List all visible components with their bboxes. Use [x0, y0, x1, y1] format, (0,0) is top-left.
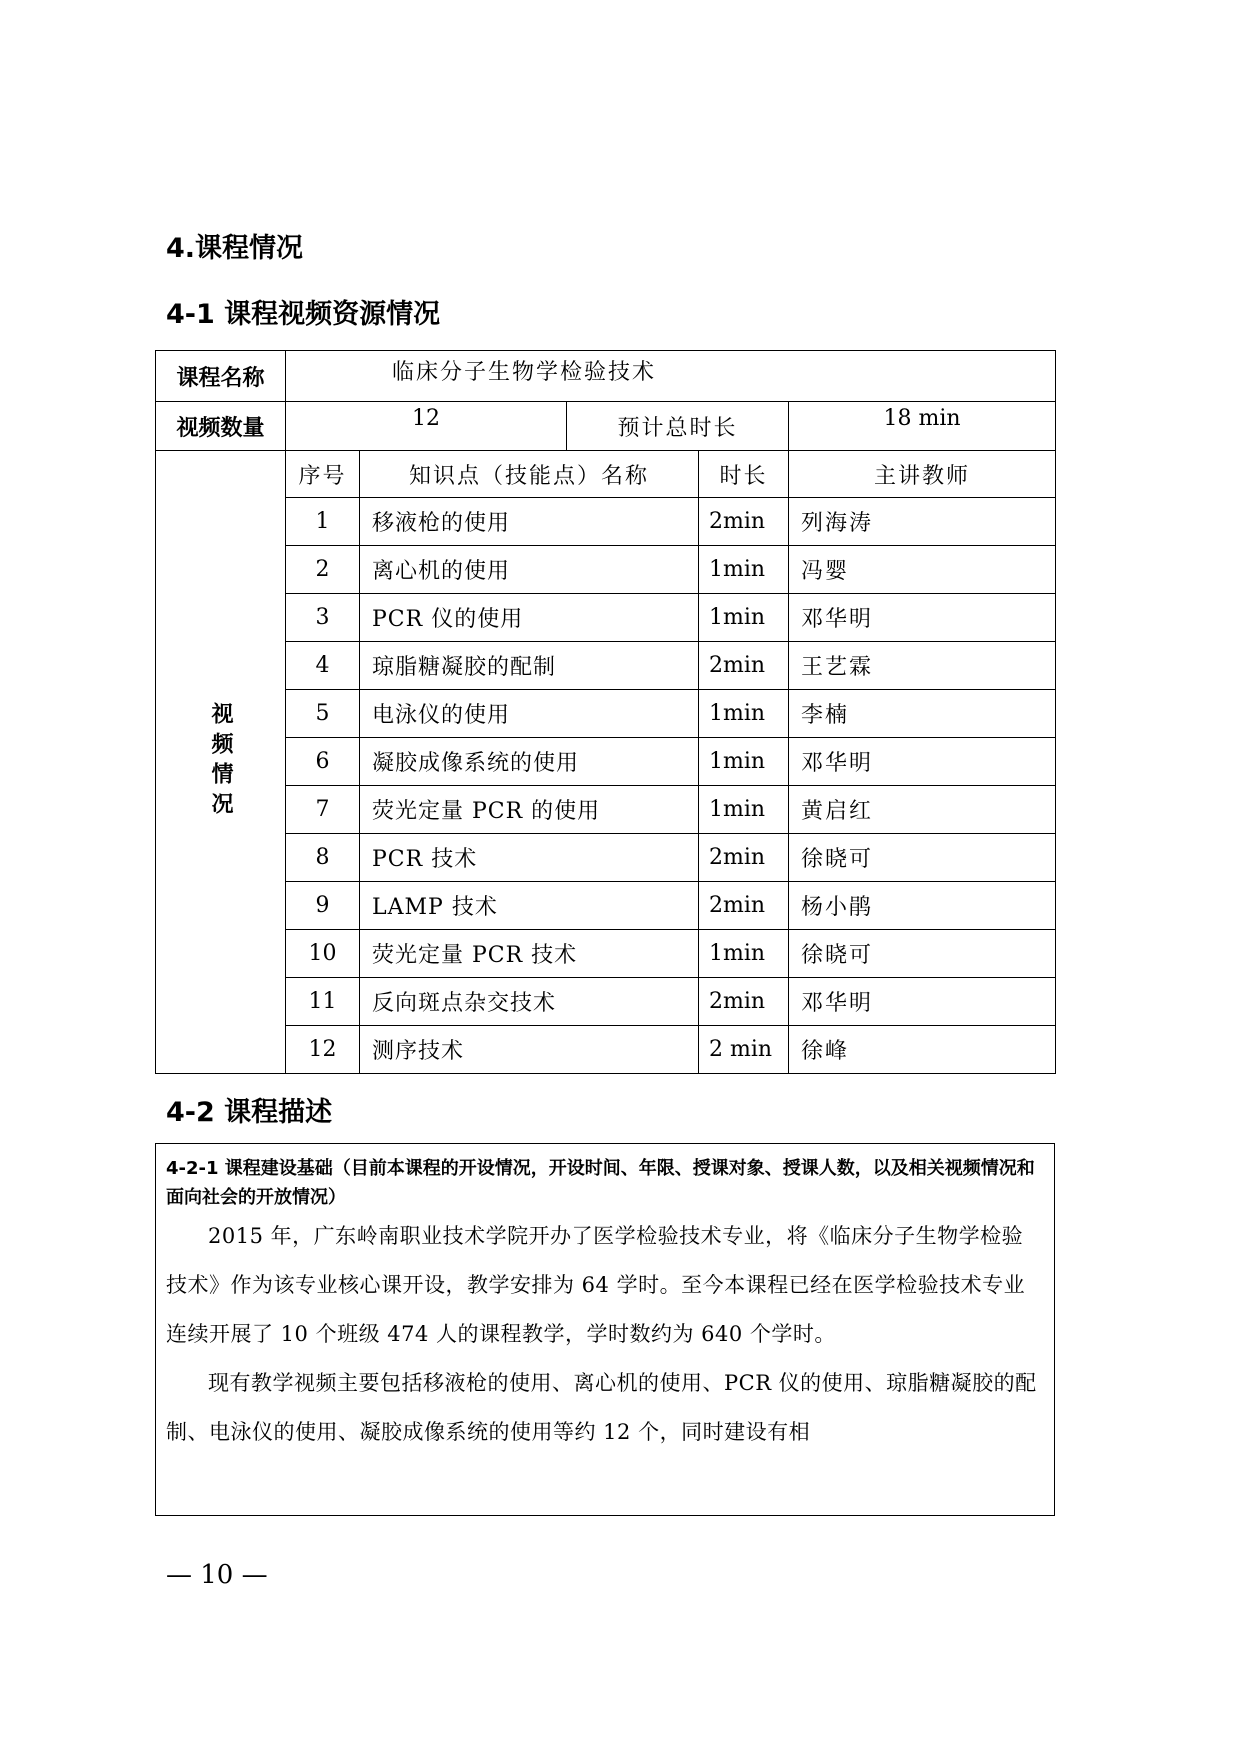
- row-duration: 1min: [699, 930, 789, 978]
- row-duration: 2min: [699, 882, 789, 930]
- row-knowledge-point: 反向斑点杂交技术: [360, 978, 699, 1026]
- row-index: 9: [286, 882, 360, 930]
- row-knowledge-point: 电泳仪的使用: [360, 690, 699, 738]
- course-description-box: [155, 1143, 1055, 1516]
- row-duration: 2 min: [699, 1026, 789, 1074]
- video-table-header-row: [156, 451, 1056, 498]
- row-duration: 2min: [699, 642, 789, 690]
- video-count-row: [156, 402, 1056, 451]
- row-duration: 2min: [699, 978, 789, 1026]
- subsection-title-4-2: 4-2 课程描述: [166, 1097, 333, 1128]
- page-number: — 10 —: [166, 1560, 268, 1590]
- video-section-label-cell: [156, 451, 286, 1074]
- header-knowledge-point: 知识点（技能点）名称: [360, 451, 699, 498]
- row-index: 7: [286, 786, 360, 834]
- row-index: 2: [286, 546, 360, 594]
- subsection-title-4-1: 4-1 课程视频资源情况: [166, 299, 441, 330]
- row-knowledge-point: LAMP 技术: [360, 882, 699, 930]
- row-index: 4: [286, 642, 360, 690]
- row-index: 11: [286, 978, 360, 1026]
- row-index: 12: [286, 1026, 360, 1074]
- row-index: 3: [286, 594, 360, 642]
- row-teacher: 邓华明: [789, 594, 1056, 642]
- video-resource-table: [155, 350, 1056, 1074]
- header-index: 序号: [286, 451, 360, 498]
- header-duration: 时长: [699, 451, 789, 498]
- description-paragraph-1: 2015 年，广东岭南职业技术学院开办了医学检验技术专业，将《临床分子生物学检验技术》作为该专业核心课开设，教学安排为 64 学时。至今本课程已经在医学检验技术专业连续开展了 10 个班级 474 人的课程教学，学时数约为 640 个学时。: [166, 1224, 1026, 1346]
- row-index: 5: [286, 690, 360, 738]
- table-row: [156, 1026, 1056, 1074]
- video-section-label: 视频情况: [208, 702, 233, 822]
- table-row: [156, 882, 1056, 930]
- section-title: 4.课程情况: [166, 233, 304, 264]
- description-paragraph-2: 现有教学视频主要包括移液枪的使用、离心机的使用、PCR 仪的使用、琼脂糖凝胶的配制、电泳仪的使用、凝胶成像系统的使用等约 12 个，同时建设有相: [166, 1371, 1037, 1444]
- course-name-row: [156, 351, 1056, 402]
- row-teacher: 徐晓可: [789, 930, 1056, 978]
- row-knowledge-point: 琼脂糖凝胶的配制: [360, 642, 699, 690]
- row-duration: 1min: [699, 546, 789, 594]
- total-duration-value: 18 min: [789, 402, 1056, 451]
- row-index: 1: [286, 498, 360, 546]
- row-knowledge-point: 荧光定量 PCR 的使用: [360, 786, 699, 834]
- row-knowledge-point: 移液枪的使用: [360, 498, 699, 546]
- video-count-value: 12: [286, 402, 567, 451]
- row-duration: 1min: [699, 786, 789, 834]
- table-row: [156, 642, 1056, 690]
- row-teacher: 邓华明: [789, 738, 1056, 786]
- row-index: 6: [286, 738, 360, 786]
- course-name-label: 课程名称: [156, 351, 286, 402]
- table-row: [156, 546, 1056, 594]
- row-knowledge-point: 凝胶成像系统的使用: [360, 738, 699, 786]
- row-teacher: 杨小鹃: [789, 882, 1056, 930]
- row-knowledge-point: 离心机的使用: [360, 546, 699, 594]
- row-knowledge-point: 荧光定量 PCR 技术: [360, 930, 699, 978]
- total-duration-label: 预计总时长: [567, 402, 789, 451]
- row-index: 10: [286, 930, 360, 978]
- row-duration: 1min: [699, 594, 789, 642]
- row-teacher: 徐晓可: [789, 834, 1056, 882]
- row-knowledge-point: 测序技术: [360, 1026, 699, 1074]
- table-row: [156, 498, 1056, 546]
- table-row: [156, 786, 1056, 834]
- row-teacher: 王艺霖: [789, 642, 1056, 690]
- row-duration: 1min: [699, 738, 789, 786]
- table-row: [156, 930, 1056, 978]
- description-subheading: 4-2-1 课程建设基础（目前本课程的开设情况，开设时间、年限、授课对象、授课人数，以及相关视频情况和面向社会的开放情况）: [166, 1158, 1035, 1208]
- row-duration: 1min: [699, 690, 789, 738]
- table-row: [156, 978, 1056, 1026]
- row-duration: 2min: [699, 834, 789, 882]
- table-row: [156, 690, 1056, 738]
- row-index: 8: [286, 834, 360, 882]
- row-teacher: 邓华明: [789, 978, 1056, 1026]
- header-teacher: 主讲教师: [789, 451, 1056, 498]
- table-row: [156, 834, 1056, 882]
- row-knowledge-point: PCR 仪的使用: [360, 594, 699, 642]
- row-teacher: 冯婴: [789, 546, 1056, 594]
- table-row: [156, 738, 1056, 786]
- table-row: [156, 594, 1056, 642]
- video-count-label: 视频数量: [156, 402, 286, 451]
- row-duration: 2min: [699, 498, 789, 546]
- row-teacher: 黄启红: [789, 786, 1056, 834]
- row-teacher: 徐峰: [789, 1026, 1056, 1074]
- course-description-cell: [156, 1144, 1055, 1516]
- row-teacher: 列海涛: [789, 498, 1056, 546]
- course-name-value: 临床分子生物学检验技术: [286, 351, 1056, 402]
- row-knowledge-point: PCR 技术: [360, 834, 699, 882]
- row-teacher: 李楠: [789, 690, 1056, 738]
